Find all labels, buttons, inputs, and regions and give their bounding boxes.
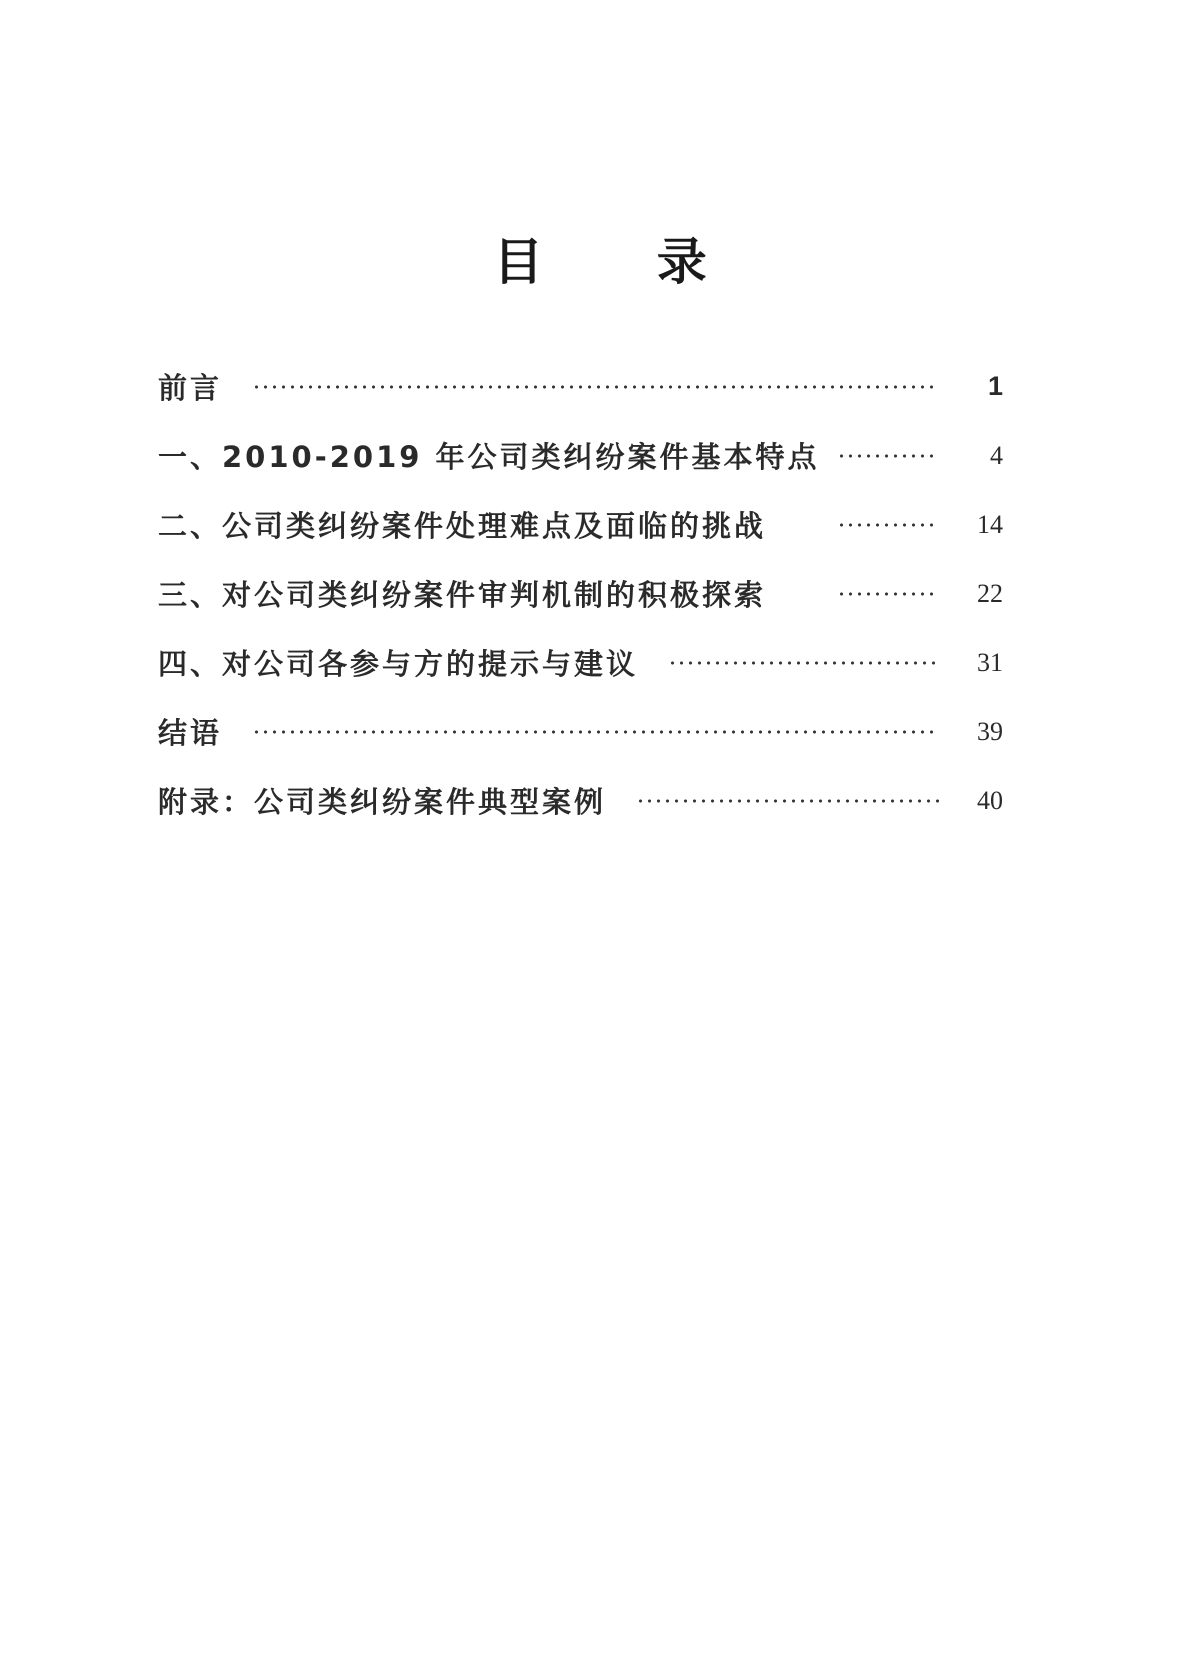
dot-leader xyxy=(837,588,939,600)
toc-entry-page: 4 xyxy=(990,440,1003,470)
dot-leader xyxy=(837,450,939,462)
toc-entry-label: 三、对公司类纠纷案件审判机制的积极探索 xyxy=(158,578,767,612)
toc-entry-page: 14 xyxy=(977,509,1003,539)
dot-leader xyxy=(252,726,939,738)
toc-entry-preface[interactable] xyxy=(158,352,1003,421)
toc-entry-appendix[interactable] xyxy=(158,766,1003,835)
dot-leader xyxy=(837,519,939,531)
toc-entry-chapter-2[interactable] xyxy=(158,490,1003,559)
toc-entry-chapter-3[interactable] xyxy=(158,559,1003,628)
toc-entry-chapter-4[interactable] xyxy=(158,628,1003,697)
table-of-contents xyxy=(158,352,1003,835)
toc-entry-label: 四、对公司各参与方的提示与建议 xyxy=(158,647,639,681)
toc-entry-label: 前言 xyxy=(158,371,223,405)
dot-leader xyxy=(252,381,939,393)
toc-entry-page: 22 xyxy=(977,578,1003,608)
toc-entry-chapter-1[interactable] xyxy=(158,421,1003,490)
toc-entry-label: 结语 xyxy=(158,716,223,750)
toc-entry-page: 31 xyxy=(977,647,1003,677)
page-title: 目 录 xyxy=(493,232,755,291)
toc-entry-page: 39 xyxy=(977,716,1003,746)
toc-entry-page: 1 xyxy=(987,371,1003,401)
toc-entry-conclusion[interactable] xyxy=(158,697,1003,766)
toc-entry-page: 40 xyxy=(977,785,1003,815)
dot-leader xyxy=(668,657,939,669)
toc-entry-label: 一、2010-2019 年公司类纠纷案件基本特点 xyxy=(158,440,820,474)
toc-entry-label: 附录：公司类纠纷案件典型案例 xyxy=(158,785,607,819)
toc-entry-label: 二、公司类纠纷案件处理难点及面临的挑战 xyxy=(158,509,767,543)
dot-leader xyxy=(636,795,939,807)
